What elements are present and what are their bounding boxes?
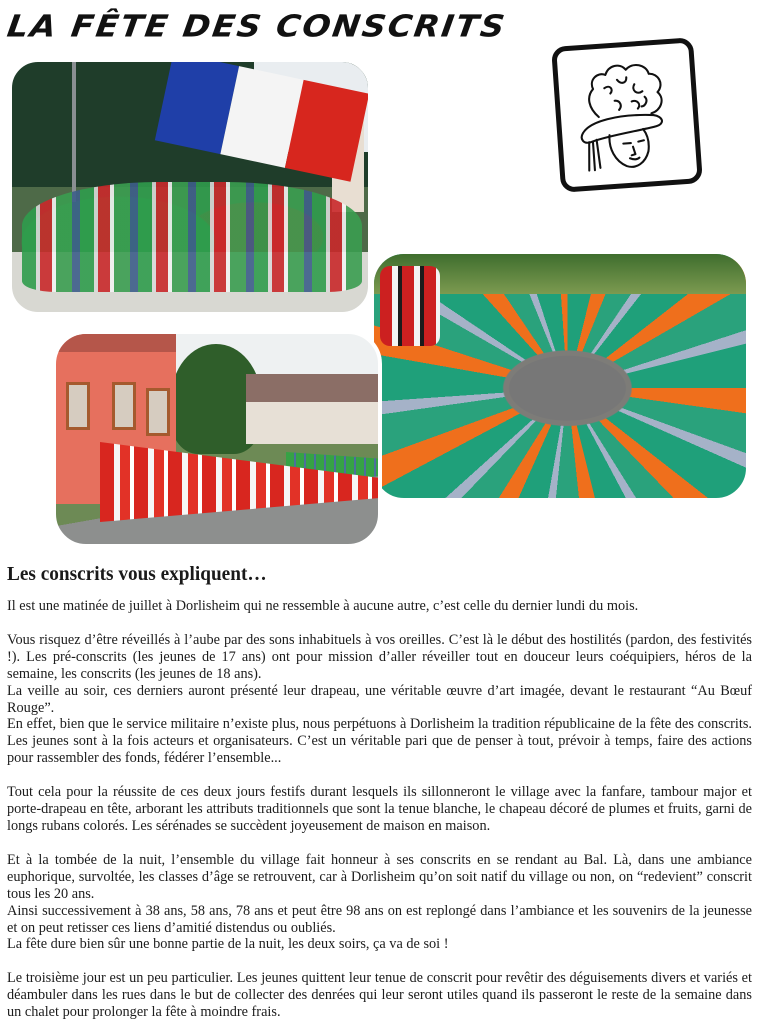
parade-flag-photo bbox=[8, 58, 372, 316]
article-paragraph: En effet, bien que le service militaire n’existe plus, nous perpétuons à Dorlisheim la tradition républicaine de la fête des conscrits. Les jeunes sont à la fois acteurs et organisateurs. C’est un véritable pari que de penser à tout, prévoir à temps, faire des actions pour rassembler des fonds, fédérer l’ensemble... bbox=[7, 716, 752, 767]
photo-brass-band bbox=[380, 266, 440, 346]
article-paragraph: La fête dure bien sûr une bonne partie de la nuit, les deux soirs, ça va de soi ! bbox=[7, 936, 449, 953]
photo-pole bbox=[72, 62, 76, 202]
article-heading: Les conscrits vous expliquent… bbox=[7, 563, 267, 585]
lady-with-plumed-hat-icon bbox=[551, 37, 703, 193]
article-paragraph: Vous risquez d’être réveillés à l’aube par des sons inhabituels à vos oreilles. C’est là le début des hostilités (pardon, des festivités !). Les pré-conscrits (les jeunes de 17 ans) ont pour mission d’aller réveiller tout en douceur leurs coéquipiers, héros de la semaine, les conscrits (les jeunes de 18 ans). bbox=[7, 631, 752, 682]
article-body bbox=[7, 598, 752, 1021]
article-paragraph: Tout cela pour la réussite de ces deux jours festifs durant lesquels ils sillonneront le village avec la fanfare, tambour major et porte-drapeau en tête, arborant les attributs traditionnels que sont la tenue blanche, le chapeau décoré de plumes et fruits, garni de longs rubans colorés. Les sérénades se succèdent joyeusement de maison en maison. bbox=[7, 784, 752, 834]
photo-red-marchers bbox=[100, 442, 380, 522]
article-paragraph: Ainsi successivement à 38 ans, 58 ans, 78 ans et peut être 98 ans on est replongé dans l’ambiance et les souvenirs de la jeunesse et on peut retisser ces liens d’amitié distendus ou oubliés. bbox=[7, 902, 752, 936]
photo-crowd bbox=[22, 182, 362, 292]
article-paragraph: Il est une matinée de juillet à Dorlisheim qui ne ressemble à aucune autre, c’est celle du dernier lundi du mois. bbox=[7, 598, 639, 614]
article-paragraph: Et à la tombée de la nuit, l’ensemble du village fait honneur à ses conscrits en se rendant au Bal. Là, dans une ambiance euphorique, survoltée, les classes d’âge se retrouvent, car à Dorlisheim qu’on soit natif du village ou non, on “redevient” conscrit tous les 20 ans. bbox=[7, 851, 752, 902]
street-parade-photo bbox=[52, 330, 382, 548]
article-paragraph: Le troisième jour est un peu particulier. Les jeunes quittent leur tenue de conscrit pour revêtir des déguisements divers et variés et déambuler dans les rues dans le but de collecter des denrées qui leur seront utiles quand ils passeront le reste de la semaine dans un chalet pour prolonger la fête à moindre frais. bbox=[7, 970, 752, 1021]
page-title: LA FÊTE DES CONSCRITS bbox=[4, 8, 509, 44]
photo-houses bbox=[246, 374, 382, 444]
circle-dance-photo bbox=[370, 250, 750, 502]
article-paragraph: La veille au soir, ces derniers auront présenté leur drapeau, une véritable œuvre d’art imagée, devant le restaurant “Au Bœuf Rouge”. bbox=[7, 682, 752, 716]
